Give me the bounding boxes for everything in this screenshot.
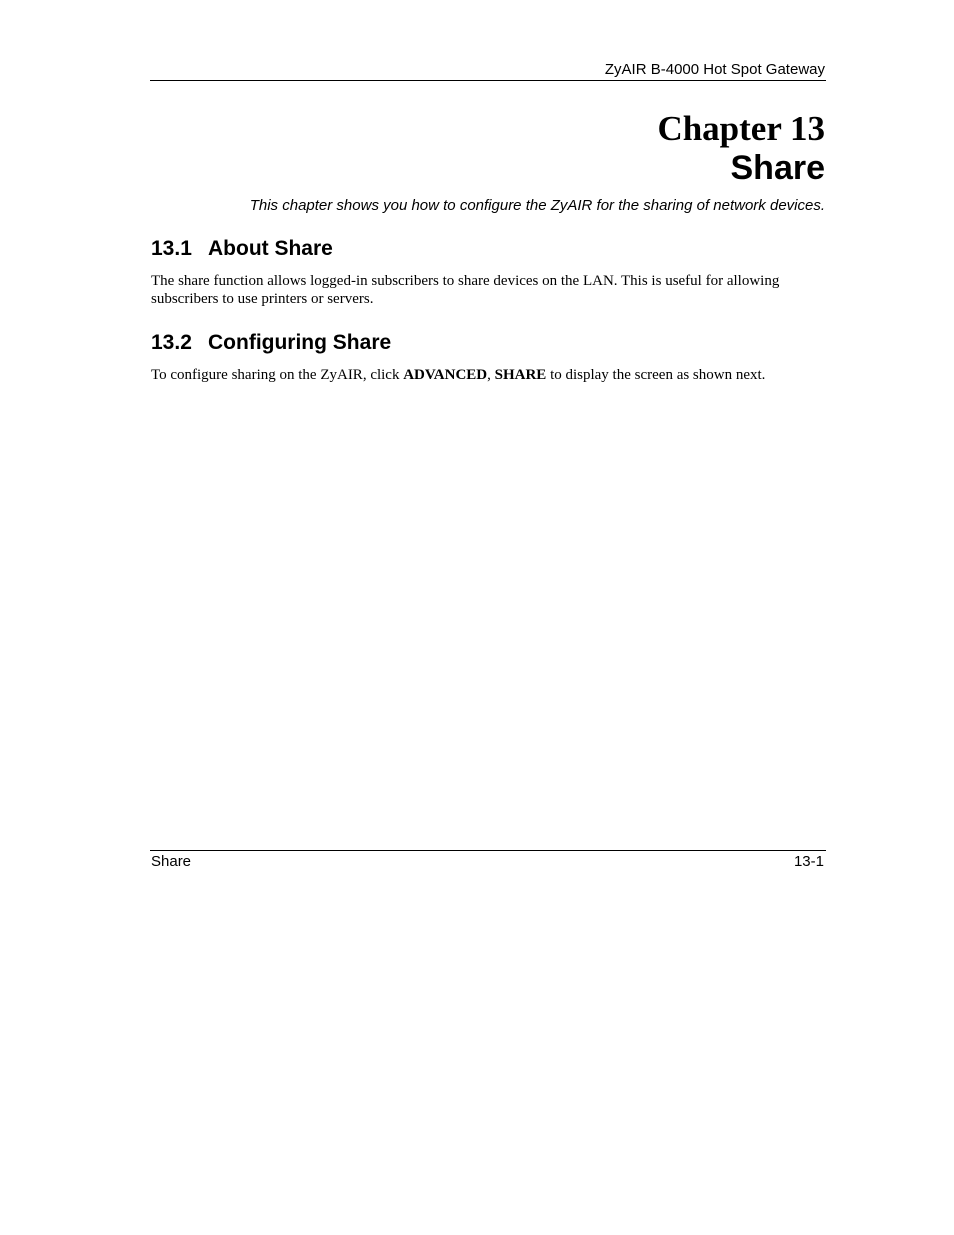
- paragraph-separator: ,: [487, 367, 495, 383]
- section-heading-configuring-share: [151, 331, 391, 355]
- section-title: About Share: [208, 237, 333, 260]
- footer-rule: [150, 850, 826, 851]
- footer-page-number: 13-1: [793, 853, 824, 870]
- chapter-number: Chapter 13: [657, 109, 825, 148]
- section-title: Configuring Share: [208, 331, 392, 354]
- paragraph-text: To configure sharing on the ZyAIR, click: [151, 367, 404, 383]
- chapter-title: Share: [730, 149, 825, 187]
- paragraph-text: to display the screen as shown next.: [546, 367, 766, 383]
- header-rule: [150, 80, 826, 81]
- section-number: 13.1: [151, 237, 192, 260]
- chapter-intro: This chapter shows you how to configure the ZyAIR for the sharing of network devices.: [249, 197, 825, 214]
- about-share-paragraph: The share function allows logged-in subscribers to share devices on the LAN. This is useful for allowing subscribers to use printers or servers.: [151, 273, 780, 307]
- footer-section-name: Share: [151, 853, 192, 870]
- section-heading-about-share: [151, 237, 333, 261]
- running-header: ZyAIR B-4000 Hot Spot Gateway: [604, 61, 825, 78]
- configuring-share-paragraph: [151, 366, 827, 384]
- menu-share-label: SHARE: [494, 367, 547, 383]
- menu-advanced-label: ADVANCED: [403, 367, 488, 383]
- section-number: 13.2: [151, 331, 192, 354]
